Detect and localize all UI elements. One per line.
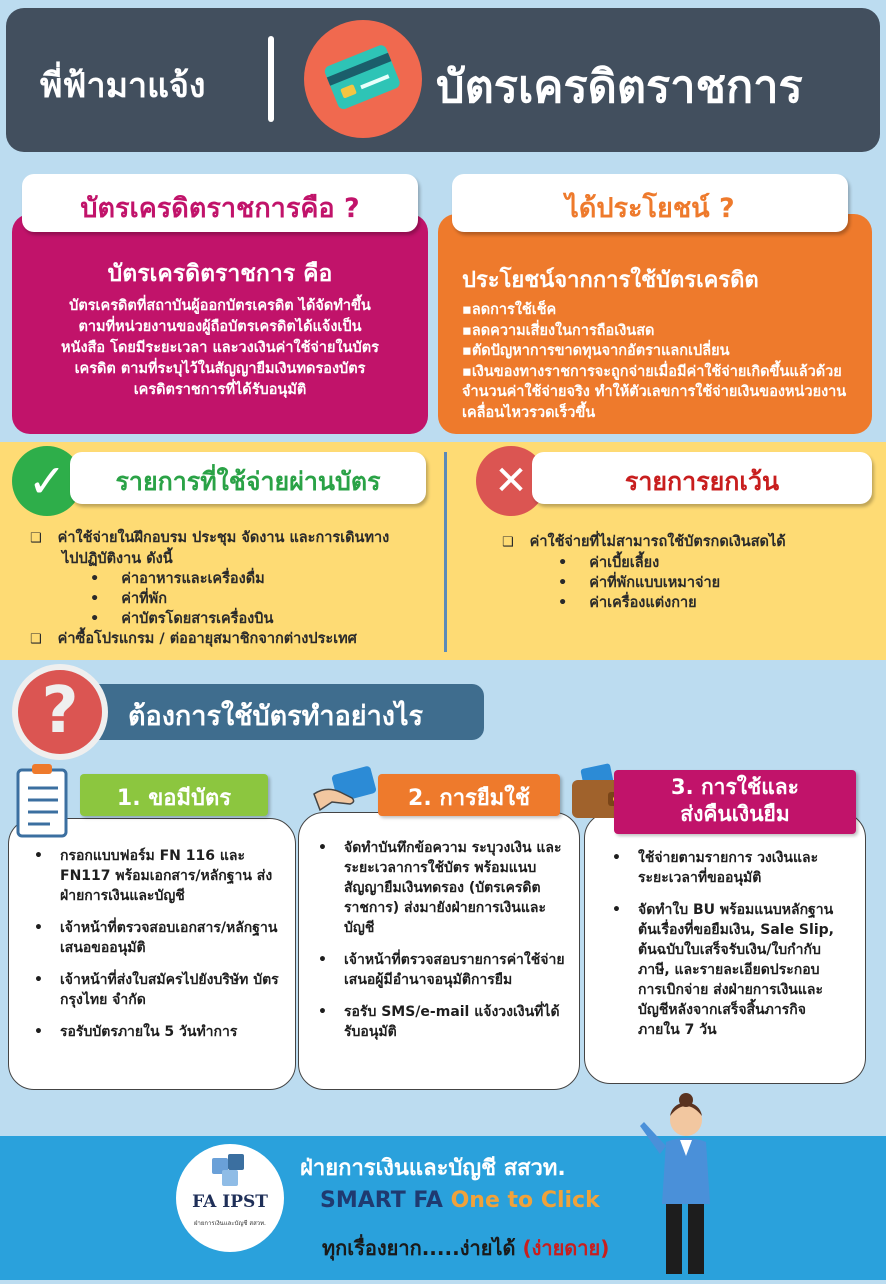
allowed-item-cont: ไปปฏิบัติงาน ดังนี้ bbox=[62, 551, 173, 567]
header-subtitle: พี่ฟ้ามาแจ้ง bbox=[40, 66, 206, 106]
allowed-item: ❑ ค่าซื้อโปรแกรม / ต่ออายุสมาชิกจากต่างประเทศ bbox=[30, 631, 357, 647]
logo-subtext: ฝ่ายการเงินและบัญชี สสวท. bbox=[194, 1220, 266, 1227]
allowed-items-pill: รายการที่ใช้จ่ายผ่านบัตร bbox=[70, 452, 426, 504]
check-icon: ✓ bbox=[12, 446, 82, 516]
checkbox-icon: ❑ bbox=[30, 531, 42, 546]
logo-text: FA IPST bbox=[192, 1192, 268, 1212]
header-divider bbox=[268, 36, 274, 122]
excluded-list bbox=[502, 532, 872, 613]
excluded-sub: • ค่าเบี้ยเลี้ยง bbox=[558, 555, 660, 571]
allowed-item: ❑ ค่าใช้จ่ายในฝึกอบรม ประชุม จัดงาน และการเดินทาง bbox=[30, 530, 390, 546]
step1-item: • กรอกแบบฟอร์ม FN 116 และ FN117 พร้อมเอกสาร/หลักฐาน ส่งฝ่ายการเงินและบัญชี bbox=[20, 846, 286, 906]
checkbox-icon: ❑ bbox=[502, 535, 514, 550]
excluded-sub: • ค่าที่พักแบบเหมาจ่าย bbox=[558, 575, 721, 591]
question-icon: ? bbox=[12, 664, 108, 760]
benefits-pill: ได้ประโยชน์ ? bbox=[452, 174, 848, 232]
step1-item: • เจ้าหน้าที่ตรวจสอบเอกสาร/หลักฐาน เสนอขออนุมัติ bbox=[20, 918, 286, 958]
definition-line: เครดิตราชการที่ได้รับอนุมัติ bbox=[133, 382, 307, 398]
allowed-sub: • ค่าบัตรโดยสารเครื่องบิน bbox=[90, 611, 274, 627]
step3-item: • ใช้จ่ายตามรายการ วงเงินและระยะเวลาที่ขออนุมัติ bbox=[598, 848, 842, 888]
definition-heading: บัตรเครดิตราชการ คือ bbox=[107, 261, 333, 287]
step2-item: • รอรับ SMS/e-mail แจ้งวงเงินที่ได้รับอนุมัติ bbox=[304, 1002, 572, 1042]
how-to-title: ต้องการใช้บัตรทำอย่างไร bbox=[98, 684, 484, 740]
excluded-sub: • ค่าเครื่องแต่งกาย bbox=[558, 595, 697, 611]
credit-card-icon bbox=[304, 20, 422, 138]
checkbox-icon: ❑ bbox=[30, 632, 42, 647]
definition-pill: บัตรเครดิตราชการคือ ? bbox=[22, 174, 418, 232]
excluded-item: ❑ ค่าใช้จ่ายที่ไม่สามารถใช้บัตรกดเงินสดได้ bbox=[502, 534, 786, 550]
step3-list bbox=[598, 848, 842, 1052]
allowed-sub: • ค่าที่พัก bbox=[90, 591, 168, 607]
benefit-item: ▪ เงินของทางราชการจะถูกจ่ายเมื่อมีค่าใช้จ่ายเกิดขึ้นแล้วด้วยจำนวนค่าใช้จ่ายจริง ทำให้ตัวเลขการใช้จ่ายเงินของหน่วยงานเคลื่อนไหวรวดเร็วขึ้น bbox=[462, 362, 862, 424]
page-title: บัตรเครดิตราชการ bbox=[436, 60, 803, 113]
allowed-list bbox=[30, 528, 440, 650]
step3-title: 3. การใช้และ ส่งคืนเงินยืม bbox=[614, 770, 856, 834]
step2-list bbox=[304, 838, 572, 1054]
benefits-list bbox=[462, 300, 862, 423]
step1-title: 1. ขอมีบัตร bbox=[80, 774, 268, 816]
allowed-sub: • ค่าอาหารและเครื่องดื่ม bbox=[90, 571, 265, 587]
step1-list bbox=[20, 846, 286, 1054]
benefit-item: ▪ ลดความเสี่ยงในการถือเงินสด bbox=[462, 321, 862, 342]
definition-line: หนังสือ โดยมีระยะเวลา และวงเงินค่าใช้จ่ายในบัตร bbox=[61, 340, 379, 356]
definition-line: บัตรเครดิตที่สถาบันผู้ออกบัตรเครดิต ได้จัดทำขึ้น bbox=[69, 298, 371, 314]
excluded-items-pill: รายการยกเว้น bbox=[532, 452, 872, 504]
cross-icon: ✕ bbox=[476, 446, 546, 516]
benefit-item: ▪ ลดการใช้เช็ค bbox=[462, 300, 862, 321]
step2-item: • จัดทำบันทึกข้อความ ระบุวงเงิน และระยะเวลาการใช้บัตร พร้อมแนบสัญญายืมเงินทดรอง (บัตรเครดิตราชการ) ส่งมายังฝ่ายการเงินและบัญชี bbox=[304, 838, 572, 938]
step2-item: • เจ้าหน้าที่ตรวจสอบรายการค่าใช้จ่าย เสนอผู้มีอำนาจอนุมัติการยืม bbox=[304, 950, 572, 990]
benefit-item: ▪ ตัดปัญหาการขาดทุนจากอัตราแลกเปลี่ยน bbox=[462, 341, 862, 362]
card-in-hand-icon bbox=[312, 764, 376, 816]
definition-line: ตามที่หน่วยงานของผู้ถือบัตรเครดิตได้แจ้งเป็น bbox=[78, 319, 362, 335]
footer-tagline: ทุกเรื่องยาก.....ง่ายได้ (ง่ายดาย) bbox=[322, 1236, 610, 1260]
step1-item: • เจ้าหน้าที่ส่งใบสมัครไปยังบริษัท บัตรกรุงไทย จำกัด bbox=[20, 970, 286, 1010]
footer-slogan: SMART FA One to Click bbox=[320, 1188, 600, 1213]
band-divider bbox=[444, 452, 447, 652]
benefits-heading: ประโยชน์จากการใช้บัตรเครดิต bbox=[462, 268, 759, 293]
step2-title: 2. การยืมใช้ bbox=[378, 774, 560, 816]
definition-line: เครดิต ตามที่ระบุไว้ในสัญญายืมเงินทดรองบัตร bbox=[74, 361, 366, 377]
footer-department: ฝ่ายการเงินและบัญชี สสวท. bbox=[300, 1156, 566, 1181]
step3-item: • จัดทำใบ BU พร้อมแนบหลักฐาน ต้นเรื่องที่ขอยืมเงิน, Sale Slip, ต้นฉบับใบเสร็จรับเงิน/ใบกำกับภาษี, และรายละเอียดประกอบการเบิกจ่าย ส่งฝ่ายการเงินและบัญชีหลังจากเสร็จสิ้นภารกิจภายใน 7 วัน bbox=[598, 900, 842, 1040]
step1-item: • รอรับบัตรภายใน 5 วันทำการ bbox=[20, 1022, 286, 1042]
staff-woman-illustration bbox=[640, 1092, 730, 1280]
clipboard-icon bbox=[14, 762, 72, 840]
definition-body bbox=[30, 296, 410, 401]
